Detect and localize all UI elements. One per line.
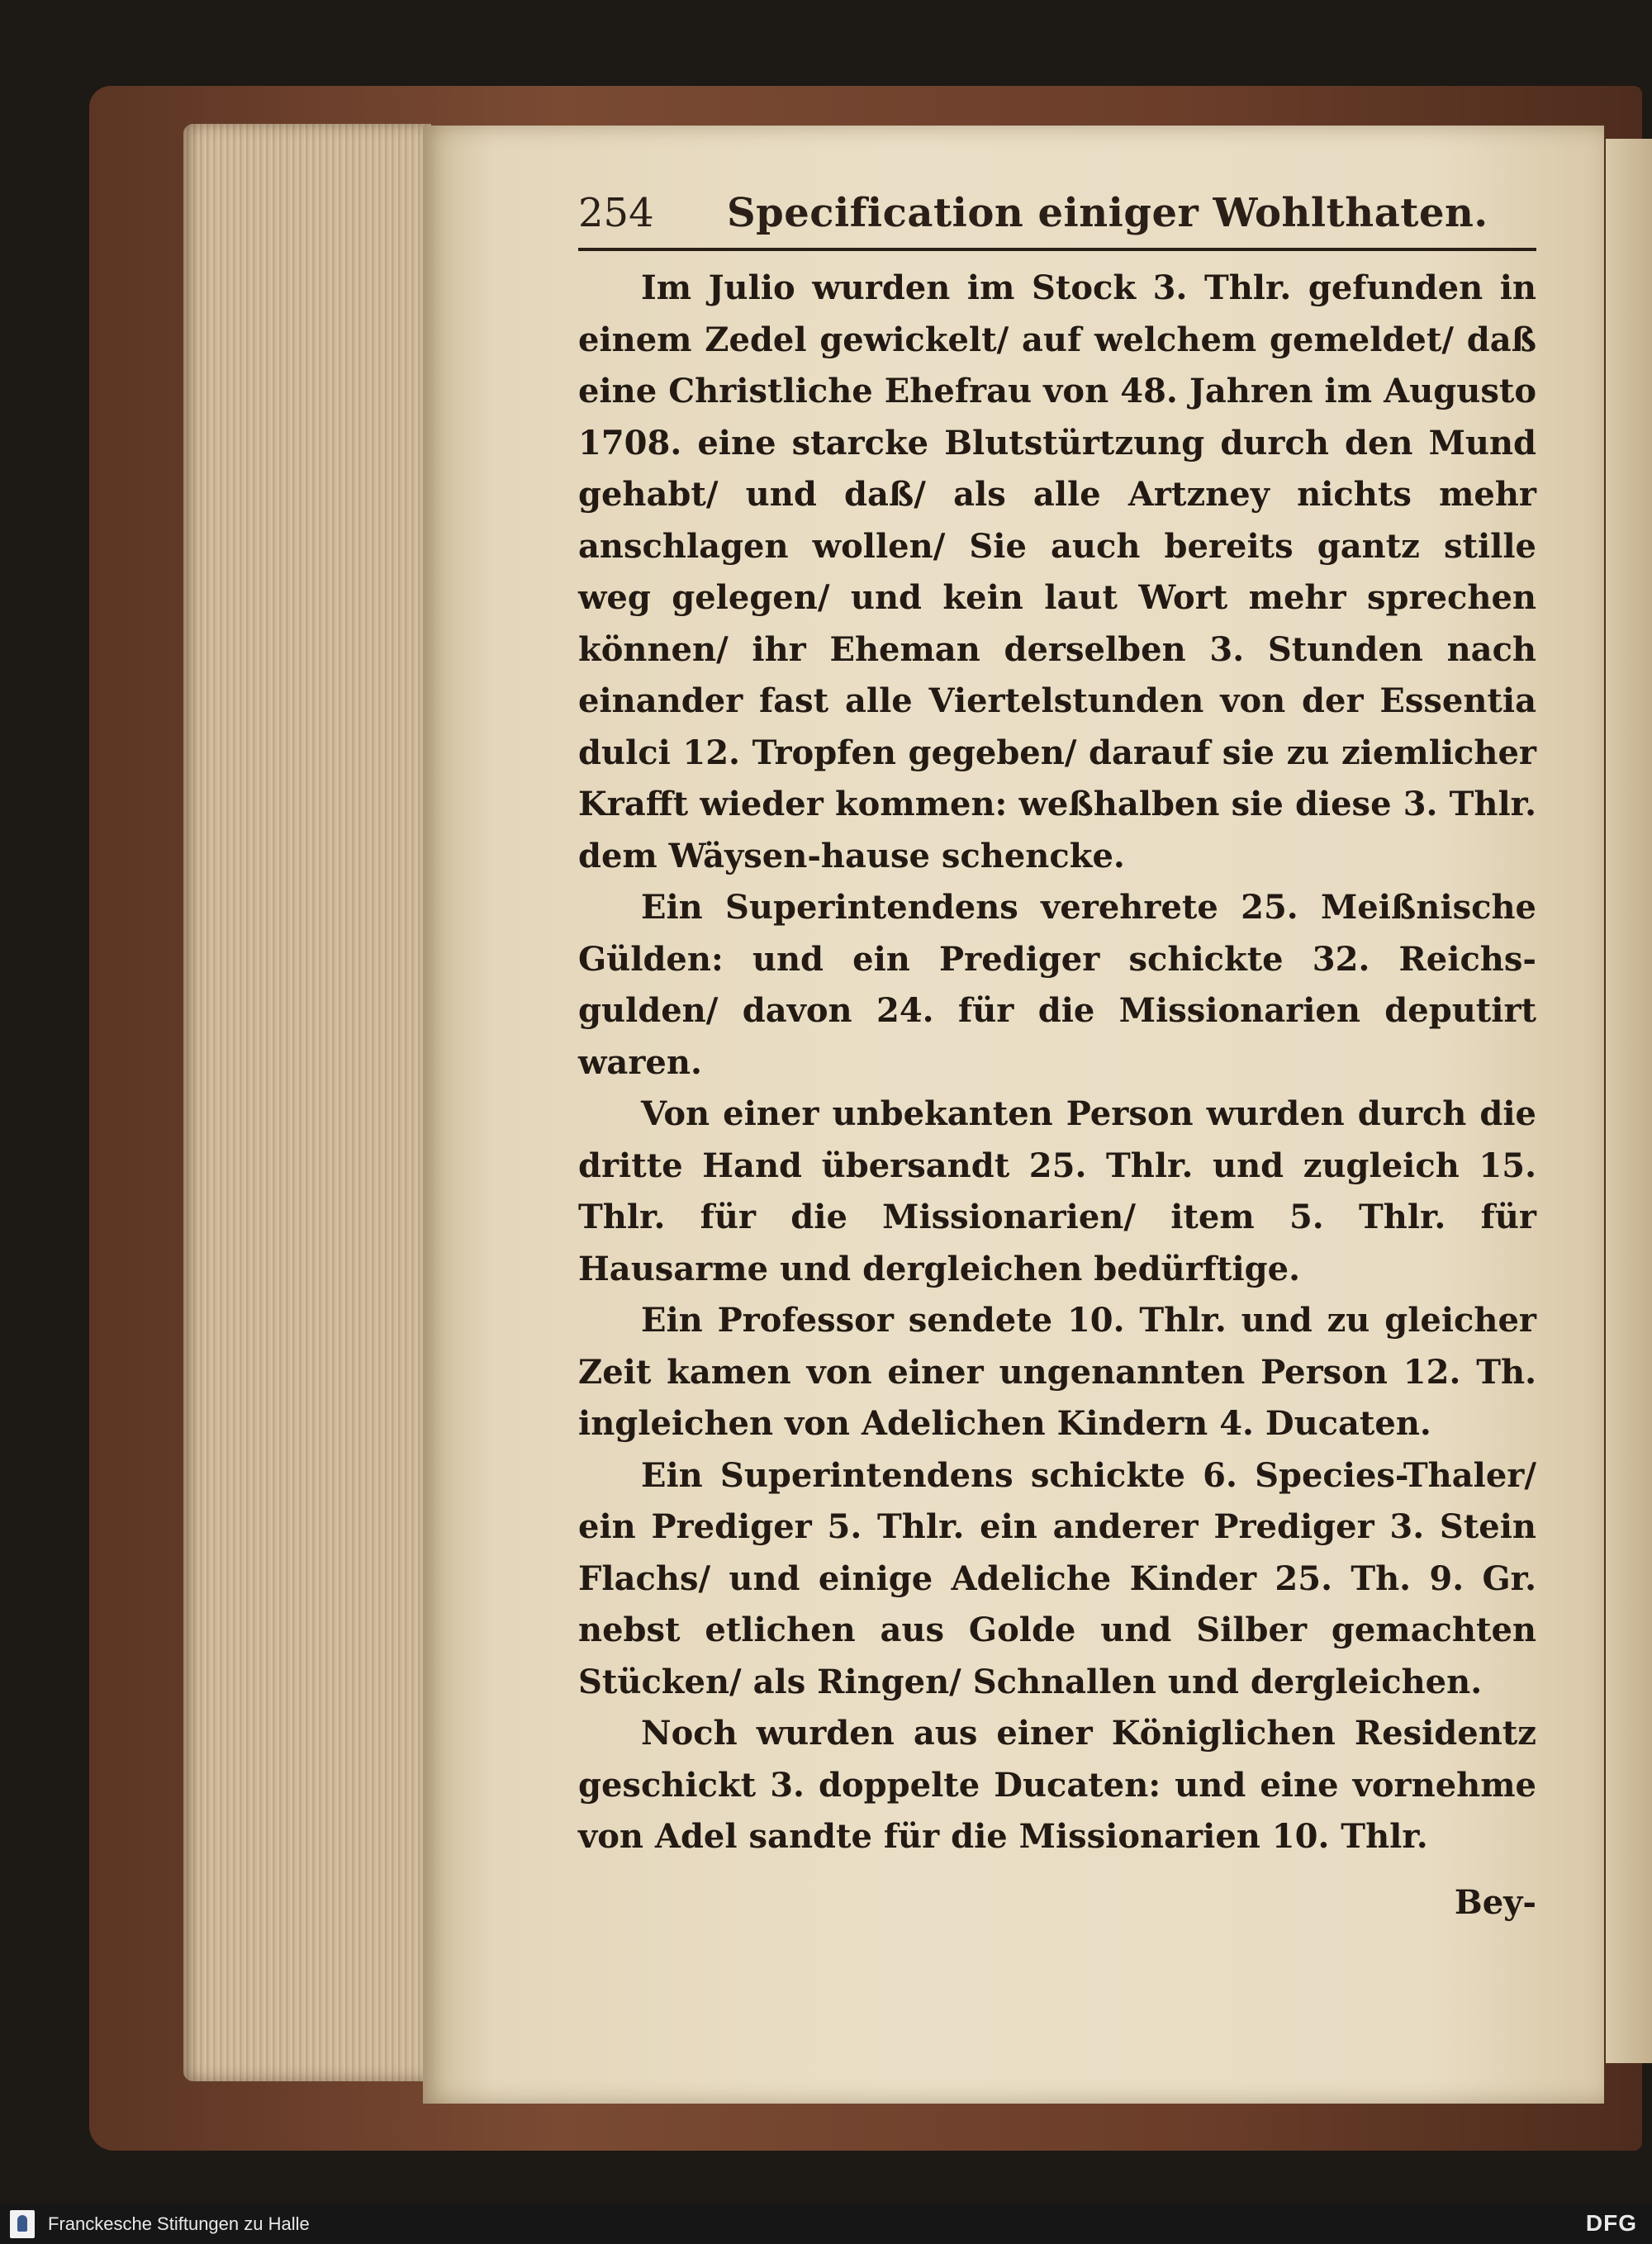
page-number: 254: [578, 190, 654, 236]
body-text: [578, 263, 1536, 1863]
facing-page-edge: [1606, 139, 1652, 2063]
running-head: [578, 183, 1536, 241]
catchword: Bey-: [1454, 1883, 1536, 1922]
page-edges: [183, 124, 431, 2081]
paragraph: Von einer unbekanten Person wurden durch die dritte Hand übersandt 25. Thlr. und zugleich 15. Thlr. für die Missionarien/ item 5. Thlr. für Hausarme und dergleichen bedürftige.: [578, 1094, 1536, 1288]
header-rule: [578, 248, 1536, 251]
footer-owner: Franckesche Stiftungen zu Halle: [48, 2213, 310, 2234]
paragraph: Ein Superintendens verehrete 25. Meißnische Gülden: und ein Prediger schickte 32. Reichs-gulden/ davon 24. für die Missionarien deputirt waren.: [578, 888, 1536, 1082]
paragraph: Ein Superintendens schickte 6. Species-Thaler/ ein Prediger 5. Thlr. ein anderer Prediger 3. Stein Flachs/ und einige Adeliche Kinder 25. Th. 9. Gr. nebst etlichen aus Golde und Silber gemachten Stücken/ als Ringen/ Schnallen und dergleichen.: [578, 1455, 1536, 1701]
paragraph: Noch wurden aus einer Königlichen Residentz geschickt 3. doppelte Ducaten: und eine vornehme von Adel sandte für die Missionarien 10. Thlr.: [578, 1714, 1536, 1856]
paragraph: Ein Professor sendete 10. Thlr. und zu gleicher Zeit kamen von einer ungenannten Person 12. Th. ingleichen von Adelichen Kindern 4. Ducaten.: [578, 1301, 1536, 1443]
footer-funder: DFG: [1585, 2210, 1637, 2236]
viewer-footer: [0, 2204, 1652, 2244]
paragraph: Im Julio wurden im Stock 3. Thlr. gefunden in einem Zedel gewickelt/ auf welchem gemeldet/ daß eine Christliche Ehefrau von 48. Jahren im Augusto 1708. eine starcke Blutstürtzung durch den Mund gehabt/ und daß/ als alle Artzney nichts mehr anschlagen wollen/ Sie auch bereits gantz stille weg gelegen/ und kein laut Wort mehr sprechen können/ ihr Eheman derselben 3. Stunden nach einander fast alle Viertelstunden von der Essentia dulci 12. Tropfen gegeben/ darauf sie zu ziemlicher Krafft wieder kommen: weßhalben sie diese 3. Thlr. dem Wäysen-hause schencke.: [578, 268, 1536, 875]
institution-logo-icon: [10, 2210, 35, 2238]
running-title: Specification einiger Wohlthaten.: [727, 190, 1488, 236]
